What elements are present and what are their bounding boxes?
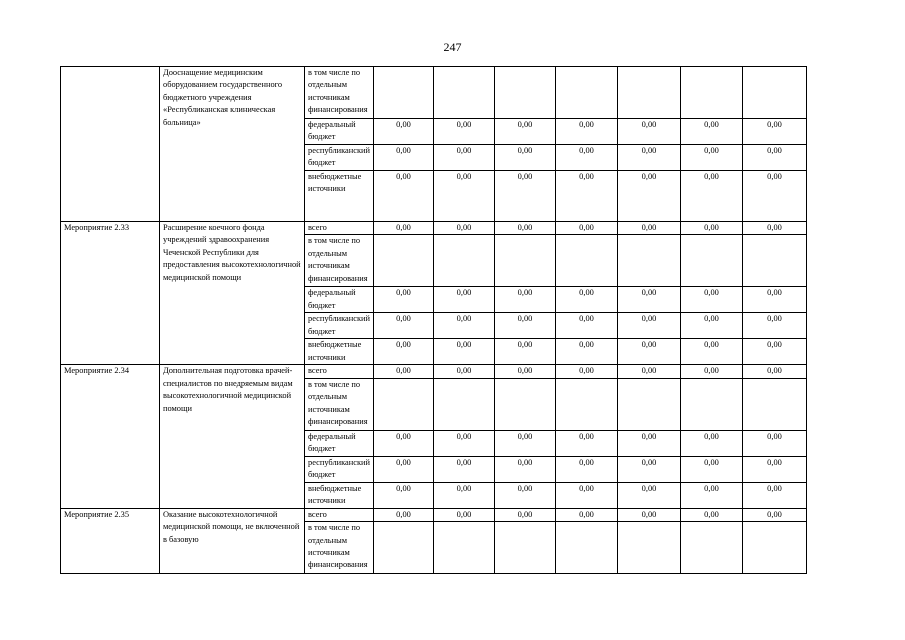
value-cell: 0,00 <box>495 339 556 365</box>
value-cell: 0,00 <box>618 145 681 171</box>
value-cell: 0,00 <box>681 287 743 313</box>
page-number: 247 <box>443 40 462 54</box>
value-cell: 0,00 <box>743 119 807 145</box>
value-cell: 0,00 <box>556 430 618 456</box>
value-cell: 0,00 <box>618 313 681 339</box>
value-cell <box>681 378 743 430</box>
value-cell: 0,00 <box>743 365 807 378</box>
value-cell: 0,00 <box>374 287 434 313</box>
value-cell <box>618 67 681 119</box>
value-cell: 0,00 <box>495 313 556 339</box>
value-cell: 0,00 <box>743 339 807 365</box>
value-cell: 0,00 <box>618 508 681 521</box>
value-cell: 0,00 <box>681 171 743 222</box>
value-cell: 0,00 <box>681 456 743 482</box>
event-description-cell: Расширение коечного фонда учреждений здравоохранения Чеченской Республики для предоставления высокотехнологичной медицинской помощи <box>160 222 305 365</box>
value-cell: 0,00 <box>743 456 807 482</box>
value-cell: 0,00 <box>374 339 434 365</box>
event-id-cell <box>61 67 160 222</box>
value-cell: 0,00 <box>495 365 556 378</box>
source-cell: республиканский бюджет <box>305 145 374 171</box>
value-cell: 0,00 <box>434 145 495 171</box>
value-cell: 0,00 <box>374 119 434 145</box>
value-cell: 0,00 <box>681 365 743 378</box>
event-id-cell: Мероприятие 2.33 <box>61 222 160 365</box>
value-cell: 0,00 <box>374 456 434 482</box>
value-cell: 0,00 <box>374 508 434 521</box>
value-cell <box>374 67 434 119</box>
event-description-cell: Дополнительная подготовка врачей-специалистов по внедряемым видам высокотехнологичной медицинской помощи <box>160 365 305 508</box>
value-cell <box>495 67 556 119</box>
value-cell: 0,00 <box>681 508 743 521</box>
source-cell: в том числе по отдельным источникам финансирования <box>305 67 374 119</box>
value-cell: 0,00 <box>618 430 681 456</box>
value-cell: 0,00 <box>434 508 495 521</box>
value-cell: 0,00 <box>556 313 618 339</box>
value-cell: 0,00 <box>743 508 807 521</box>
value-cell: 0,00 <box>495 456 556 482</box>
value-cell: 0,00 <box>743 313 807 339</box>
event-id-cell: Мероприятие 2.34 <box>61 365 160 508</box>
value-cell <box>374 522 434 574</box>
value-cell: 0,00 <box>743 222 807 235</box>
value-cell <box>743 522 807 574</box>
source-cell: всего <box>305 508 374 521</box>
table-row <box>61 365 807 378</box>
value-cell: 0,00 <box>434 365 495 378</box>
source-cell: в том числе по отдельным источникам финансирования <box>305 235 374 287</box>
table-row <box>61 508 807 521</box>
value-cell <box>618 235 681 287</box>
value-cell <box>556 378 618 430</box>
value-cell: 0,00 <box>374 430 434 456</box>
value-cell: 0,00 <box>681 119 743 145</box>
source-cell: внебюджетные источники <box>305 482 374 508</box>
value-cell: 0,00 <box>743 145 807 171</box>
value-cell: 0,00 <box>681 430 743 456</box>
value-cell <box>434 67 495 119</box>
value-cell: 0,00 <box>681 222 743 235</box>
value-cell <box>556 67 618 119</box>
event-id-cell: Мероприятие 2.35 <box>61 508 160 573</box>
source-cell: республиканский бюджет <box>305 456 374 482</box>
value-cell: 0,00 <box>618 365 681 378</box>
value-cell: 0,00 <box>618 222 681 235</box>
table-row <box>61 222 807 235</box>
value-cell: 0,00 <box>495 430 556 456</box>
value-cell: 0,00 <box>618 287 681 313</box>
value-cell <box>374 378 434 430</box>
budget-table <box>60 66 807 574</box>
value-cell: 0,00 <box>374 482 434 508</box>
value-cell: 0,00 <box>434 430 495 456</box>
value-cell: 0,00 <box>434 222 495 235</box>
value-cell: 0,00 <box>434 339 495 365</box>
value-cell: 0,00 <box>743 482 807 508</box>
value-cell: 0,00 <box>434 287 495 313</box>
source-cell: всего <box>305 222 374 235</box>
value-cell: 0,00 <box>374 365 434 378</box>
value-cell <box>495 235 556 287</box>
source-cell: в том числе по отдельным источникам финансирования <box>305 522 374 574</box>
event-description-cell: Оказание высокотехнологичной медицинской помощи, не включенной в базовую <box>160 508 305 573</box>
value-cell: 0,00 <box>618 482 681 508</box>
value-cell <box>374 235 434 287</box>
value-cell: 0,00 <box>374 145 434 171</box>
value-cell: 0,00 <box>556 365 618 378</box>
value-cell: 0,00 <box>495 287 556 313</box>
value-cell: 0,00 <box>434 456 495 482</box>
value-cell: 0,00 <box>434 482 495 508</box>
value-cell: 0,00 <box>556 508 618 521</box>
source-cell: внебюджетные источники <box>305 339 374 365</box>
value-cell: 0,00 <box>618 456 681 482</box>
value-cell: 0,00 <box>495 482 556 508</box>
value-cell: 0,00 <box>434 119 495 145</box>
value-cell <box>681 522 743 574</box>
value-cell: 0,00 <box>618 339 681 365</box>
value-cell: 0,00 <box>374 171 434 222</box>
source-cell: всего <box>305 365 374 378</box>
value-cell: 0,00 <box>743 287 807 313</box>
source-cell: внебюджетные источники <box>305 171 374 222</box>
value-cell: 0,00 <box>618 171 681 222</box>
value-cell <box>434 522 495 574</box>
value-cell: 0,00 <box>681 145 743 171</box>
value-cell: 0,00 <box>434 313 495 339</box>
value-cell <box>743 378 807 430</box>
value-cell: 0,00 <box>556 222 618 235</box>
value-cell <box>434 235 495 287</box>
value-cell: 0,00 <box>681 313 743 339</box>
value-cell: 0,00 <box>681 482 743 508</box>
value-cell <box>681 67 743 119</box>
value-cell: 0,00 <box>374 222 434 235</box>
value-cell: 0,00 <box>495 222 556 235</box>
source-cell: федеральный бюджет <box>305 287 374 313</box>
value-cell: 0,00 <box>743 430 807 456</box>
value-cell <box>556 235 618 287</box>
value-cell <box>556 522 618 574</box>
source-cell: в том числе по отдельным источникам финансирования <box>305 378 374 430</box>
value-cell <box>434 378 495 430</box>
value-cell: 0,00 <box>556 456 618 482</box>
value-cell: 0,00 <box>743 171 807 222</box>
value-cell: 0,00 <box>434 171 495 222</box>
value-cell: 0,00 <box>374 313 434 339</box>
value-cell: 0,00 <box>556 171 618 222</box>
value-cell: 0,00 <box>681 339 743 365</box>
value-cell: 0,00 <box>556 119 618 145</box>
value-cell: 0,00 <box>556 287 618 313</box>
value-cell <box>618 378 681 430</box>
value-cell <box>495 378 556 430</box>
value-cell <box>743 235 807 287</box>
source-cell: федеральный бюджет <box>305 430 374 456</box>
value-cell: 0,00 <box>618 119 681 145</box>
value-cell <box>618 522 681 574</box>
value-cell: 0,00 <box>495 171 556 222</box>
value-cell: 0,00 <box>495 145 556 171</box>
value-cell: 0,00 <box>556 482 618 508</box>
table-row <box>61 67 807 119</box>
event-description-cell: Дооснащение медицинским оборудованием государственного бюджетного учреждения «Республиканская клиническая больница» <box>160 67 305 222</box>
value-cell <box>495 522 556 574</box>
value-cell: 0,00 <box>495 508 556 521</box>
value-cell <box>743 67 807 119</box>
value-cell: 0,00 <box>495 119 556 145</box>
source-cell: республиканский бюджет <box>305 313 374 339</box>
value-cell <box>681 235 743 287</box>
value-cell: 0,00 <box>556 145 618 171</box>
value-cell: 0,00 <box>556 339 618 365</box>
source-cell: федеральный бюджет <box>305 119 374 145</box>
